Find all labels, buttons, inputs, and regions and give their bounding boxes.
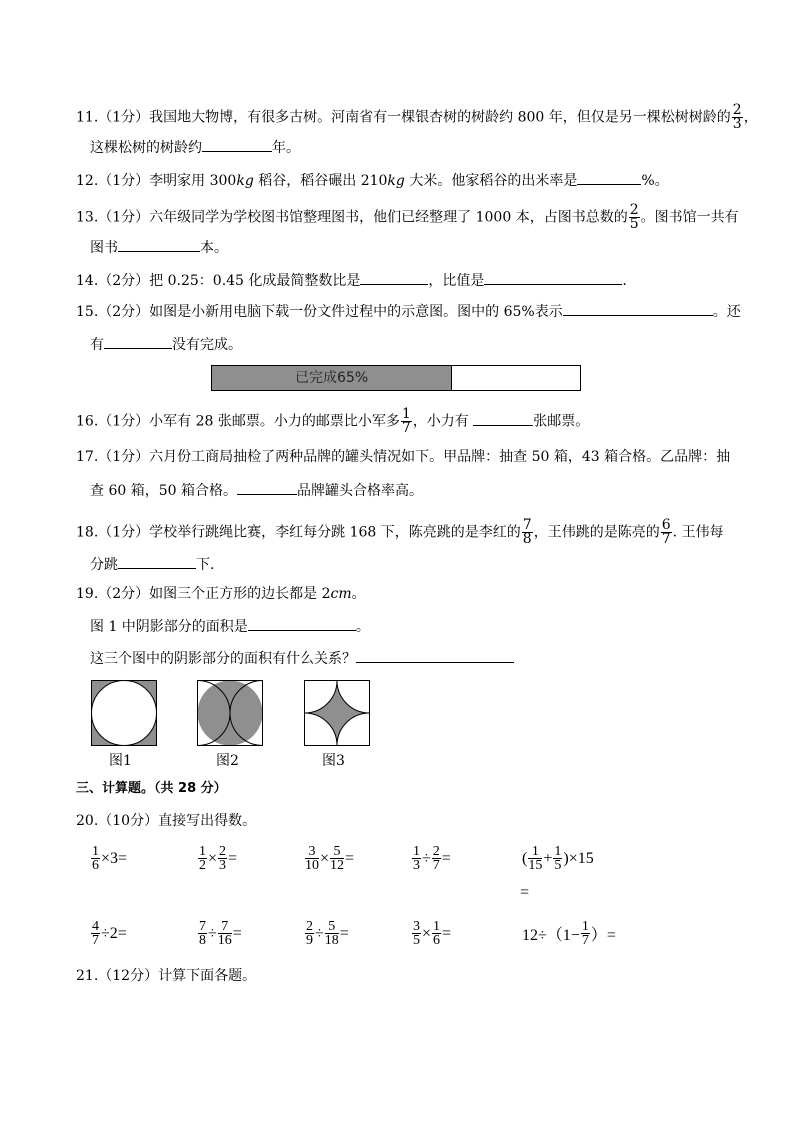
numerator: 3: [305, 845, 319, 859]
equals: =: [228, 849, 238, 867]
denominator: 7: [92, 933, 99, 948]
answer-blank[interactable]: [104, 334, 172, 349]
fraction: [218, 845, 227, 872]
denominator: 8: [199, 933, 206, 948]
operator: ÷: [315, 924, 324, 942]
operator: ÷2=: [101, 924, 127, 942]
fraction: [553, 845, 562, 872]
fraction: [522, 519, 533, 546]
numerator: 5: [330, 845, 344, 859]
equals: =: [345, 849, 355, 867]
fraction: [91, 845, 100, 872]
numerator: 1: [92, 844, 99, 859]
question-16: [76, 408, 589, 435]
equals: =: [339, 924, 349, 942]
q-text: 计算下面各题。: [158, 968, 257, 984]
fraction: [629, 204, 640, 231]
figure-3-four-quarter-circles: [304, 680, 370, 746]
denominator: 16: [217, 933, 232, 948]
question-19-line3: [90, 648, 514, 669]
q-text: 。: [355, 619, 370, 635]
numerator: 7: [522, 517, 532, 533]
q-number: 20.（10分）: [76, 813, 159, 829]
q-text: 小军有 28 张邮票。小力的邮票比小军多: [149, 413, 400, 430]
expression-r2-4: [411, 920, 451, 947]
operator: ÷: [422, 849, 431, 867]
question-13-line2: [90, 237, 228, 258]
numerator: 1: [528, 845, 542, 859]
equals: =: [232, 924, 242, 942]
q-text: 直接写出得数。: [158, 813, 257, 829]
denominator: 18: [324, 933, 339, 948]
operator: ×3=: [101, 849, 128, 867]
fraction: [432, 845, 441, 872]
figure-caption: 图2: [216, 753, 239, 769]
numerator: 5: [325, 920, 339, 934]
numerator: 3: [413, 919, 420, 934]
answer-blank[interactable]: [484, 270, 622, 285]
denominator: 15: [528, 858, 543, 873]
q-text: ，王伟跳的是陈亮的: [533, 524, 660, 541]
q-number: 18.（1分）: [76, 524, 150, 541]
fraction: [330, 845, 344, 872]
fraction: [528, 845, 542, 872]
numerator: 4: [92, 919, 99, 934]
fraction: [432, 920, 441, 947]
numerator: 1: [401, 406, 411, 422]
q-text: 大米。他家稻谷的出米率是: [404, 173, 578, 189]
fraction: [198, 845, 207, 872]
figure-1-circle-in-square: [91, 680, 157, 746]
q-number: 21.（12分）: [76, 968, 159, 984]
denominator: 6: [92, 858, 99, 873]
expression-r1-3: [304, 845, 354, 872]
fraction: [732, 104, 743, 131]
q-text: . 王伟每: [672, 524, 724, 541]
q-text: 。图书馆一共有: [640, 209, 739, 226]
q-text: 品牌罐头合格率高。: [296, 483, 423, 499]
q-text: 有: [90, 337, 104, 353]
q-number: 12.（1分）: [76, 173, 150, 189]
q-text: 六年级同学为学校图书馆整理图书，他们已经整理了 1000 本，占图书总数的: [149, 209, 628, 226]
operator: ×: [320, 849, 330, 867]
denominator: 5: [629, 216, 639, 232]
question-19: [76, 584, 366, 604]
answer-blank[interactable]: [202, 137, 272, 152]
numerator: 1: [433, 919, 441, 934]
equals: =: [441, 849, 451, 867]
fraction: [401, 408, 412, 435]
question-14: [76, 270, 627, 291]
fraction: [91, 920, 100, 947]
fraction: [581, 920, 590, 947]
numerator: 1: [554, 844, 562, 859]
operator: 12÷（1−: [522, 927, 580, 944]
numerator: 2: [432, 844, 440, 859]
numerator: 2: [629, 202, 639, 218]
paren: ): [563, 849, 569, 867]
answer-blank[interactable]: [248, 616, 356, 631]
numerator: 1: [581, 919, 589, 934]
paren: (: [522, 849, 528, 867]
question-15: [76, 301, 741, 322]
question-13: [76, 204, 739, 231]
answer-blank[interactable]: [118, 554, 196, 569]
q-text: 如图是小新用电脑下载一份文件过程中的示意图。图中的 65%表示: [149, 304, 563, 320]
denominator: 10: [305, 858, 319, 873]
numerator: 7: [218, 920, 232, 934]
question-17-line2: [90, 480, 423, 501]
equals: =: [442, 924, 452, 942]
q-text: ，小力有: [412, 413, 474, 430]
fraction: [412, 920, 421, 947]
numerator: 2: [732, 102, 742, 118]
unit: kg: [236, 173, 254, 189]
expression-r2-2: [197, 920, 242, 947]
q-text: 本。: [200, 240, 228, 256]
q-text: 我国地大物博，有很多古树。河南省有一棵银杏树的树龄约 800 年，但仅是另一棵松树树龄的: [149, 109, 731, 126]
denominator: 7: [401, 420, 411, 436]
q-text: 年。: [272, 140, 300, 156]
q-text: 。: [351, 586, 366, 602]
q-text: 。还: [712, 304, 741, 320]
numerator: 1: [413, 844, 420, 859]
question-21: [76, 966, 256, 986]
denominator: 7: [432, 858, 440, 873]
q-text: 查 60 箱，50 箱合格。: [90, 483, 237, 499]
question-15-line2: [90, 334, 242, 355]
q-text: 李明家用 300: [149, 173, 237, 189]
q-text: 分跳: [90, 557, 118, 573]
fraction: [325, 920, 339, 947]
question-17: [76, 447, 730, 467]
denominator: 7: [581, 933, 589, 948]
operator: ×15: [568, 849, 594, 867]
q-number: 14.（2分）: [76, 273, 150, 289]
q-text: ，: [743, 109, 758, 126]
expression-r1-1: [90, 845, 127, 872]
question-19-line2: [90, 616, 370, 637]
expression-r2-1: [90, 920, 127, 947]
question-11-line2: [90, 137, 300, 158]
q-text: 下.: [196, 557, 215, 573]
numerator: 1: [199, 844, 206, 859]
answer-blank[interactable]: [356, 648, 514, 663]
denominator: 5: [554, 858, 562, 873]
q-text: .: [622, 273, 627, 289]
question-20: [76, 811, 256, 831]
denominator: 12: [330, 858, 345, 873]
question-18: [76, 519, 724, 546]
q-text: 图 1 中阴影部分的面积是: [90, 619, 248, 635]
q-number: 17.（1分）: [76, 449, 150, 465]
question-11: [76, 104, 758, 131]
fraction: [305, 920, 314, 947]
answer-blank[interactable]: [473, 411, 533, 426]
operator: ×: [208, 849, 218, 867]
q-number: 13.（1分）: [76, 209, 150, 226]
expression-r1-4: [411, 845, 451, 872]
denominator: 5: [413, 933, 420, 948]
fraction: [305, 845, 319, 872]
denominator: 6: [433, 933, 441, 948]
numerator: 2: [306, 919, 313, 934]
section-3-title: 三、计算题。（共 28 分）: [76, 781, 227, 796]
q-number: 19.（2分）: [76, 586, 150, 602]
answer-blank[interactable]: [577, 170, 641, 185]
expression-r2-3: [304, 920, 349, 947]
fraction: [661, 519, 672, 546]
q-text: 把 0.25：0.45 化成最简整数比是: [149, 273, 361, 289]
denominator: 3: [732, 116, 742, 132]
question-12: [76, 170, 669, 191]
q-text: 这三个图中的阴影部分的面积有什么关系？: [90, 651, 356, 667]
expression-r1-5-equals: =: [520, 884, 530, 901]
figure-caption: 图1: [109, 753, 132, 769]
q-text: 六月份工商局抽检了两种品牌的罐头情况如下。甲品牌：抽查 50 箱，43 箱合格。乙品牌：抽: [149, 449, 731, 465]
operator: ÷: [208, 924, 217, 942]
q-text: ，比值是: [428, 273, 485, 289]
answer-blank[interactable]: [118, 237, 200, 252]
progress-label: 已完成65%: [295, 370, 369, 386]
numerator: 7: [199, 919, 206, 934]
q-number: 11.（1分）: [76, 109, 150, 126]
numerator: 6: [661, 517, 671, 533]
answer-blank[interactable]: [360, 270, 428, 285]
q-text: 图书: [90, 240, 118, 256]
denominator: 9: [306, 933, 313, 948]
q-text: 学校举行跳绳比赛，李红每分跳 168 下，陈亮跳的是李红的: [149, 524, 521, 541]
fraction: [412, 845, 421, 872]
expression-r1-2: [197, 845, 237, 872]
q-text: 稻谷，稻谷碾出 210: [253, 173, 388, 189]
operator: ×: [422, 924, 432, 942]
figure-2-semicircles: [197, 680, 263, 746]
fraction: [218, 920, 232, 947]
expression-r1-5: [522, 845, 594, 872]
q-number: 15.（2分）: [76, 304, 150, 320]
denominator: 3: [219, 858, 227, 873]
download-progress-bar: [211, 365, 581, 391]
question-18-line2: [90, 554, 214, 575]
denominator: 7: [661, 531, 671, 547]
q-text: 如图三个正方形的边长都是 2: [149, 586, 331, 602]
q-text: 张邮票。: [533, 413, 590, 430]
answer-blank[interactable]: [237, 480, 297, 495]
q-text: 这棵松树的树龄约: [90, 140, 202, 156]
q-text: %。: [641, 173, 669, 189]
fraction: [198, 920, 207, 947]
q-text: 没有完成。: [172, 337, 242, 353]
denominator: 8: [522, 531, 532, 547]
answer-blank[interactable]: [563, 301, 713, 316]
unit: cm: [330, 586, 352, 602]
operator: +: [543, 849, 553, 867]
unit: kg: [387, 173, 405, 189]
q-number: 16.（1分）: [76, 413, 150, 430]
figure-caption: 图3: [322, 753, 345, 769]
denominator: 3: [413, 858, 420, 873]
operator: ）=: [590, 927, 616, 944]
expression-r2-5: [522, 920, 616, 947]
denominator: 2: [199, 858, 206, 873]
numerator: 2: [219, 844, 227, 859]
